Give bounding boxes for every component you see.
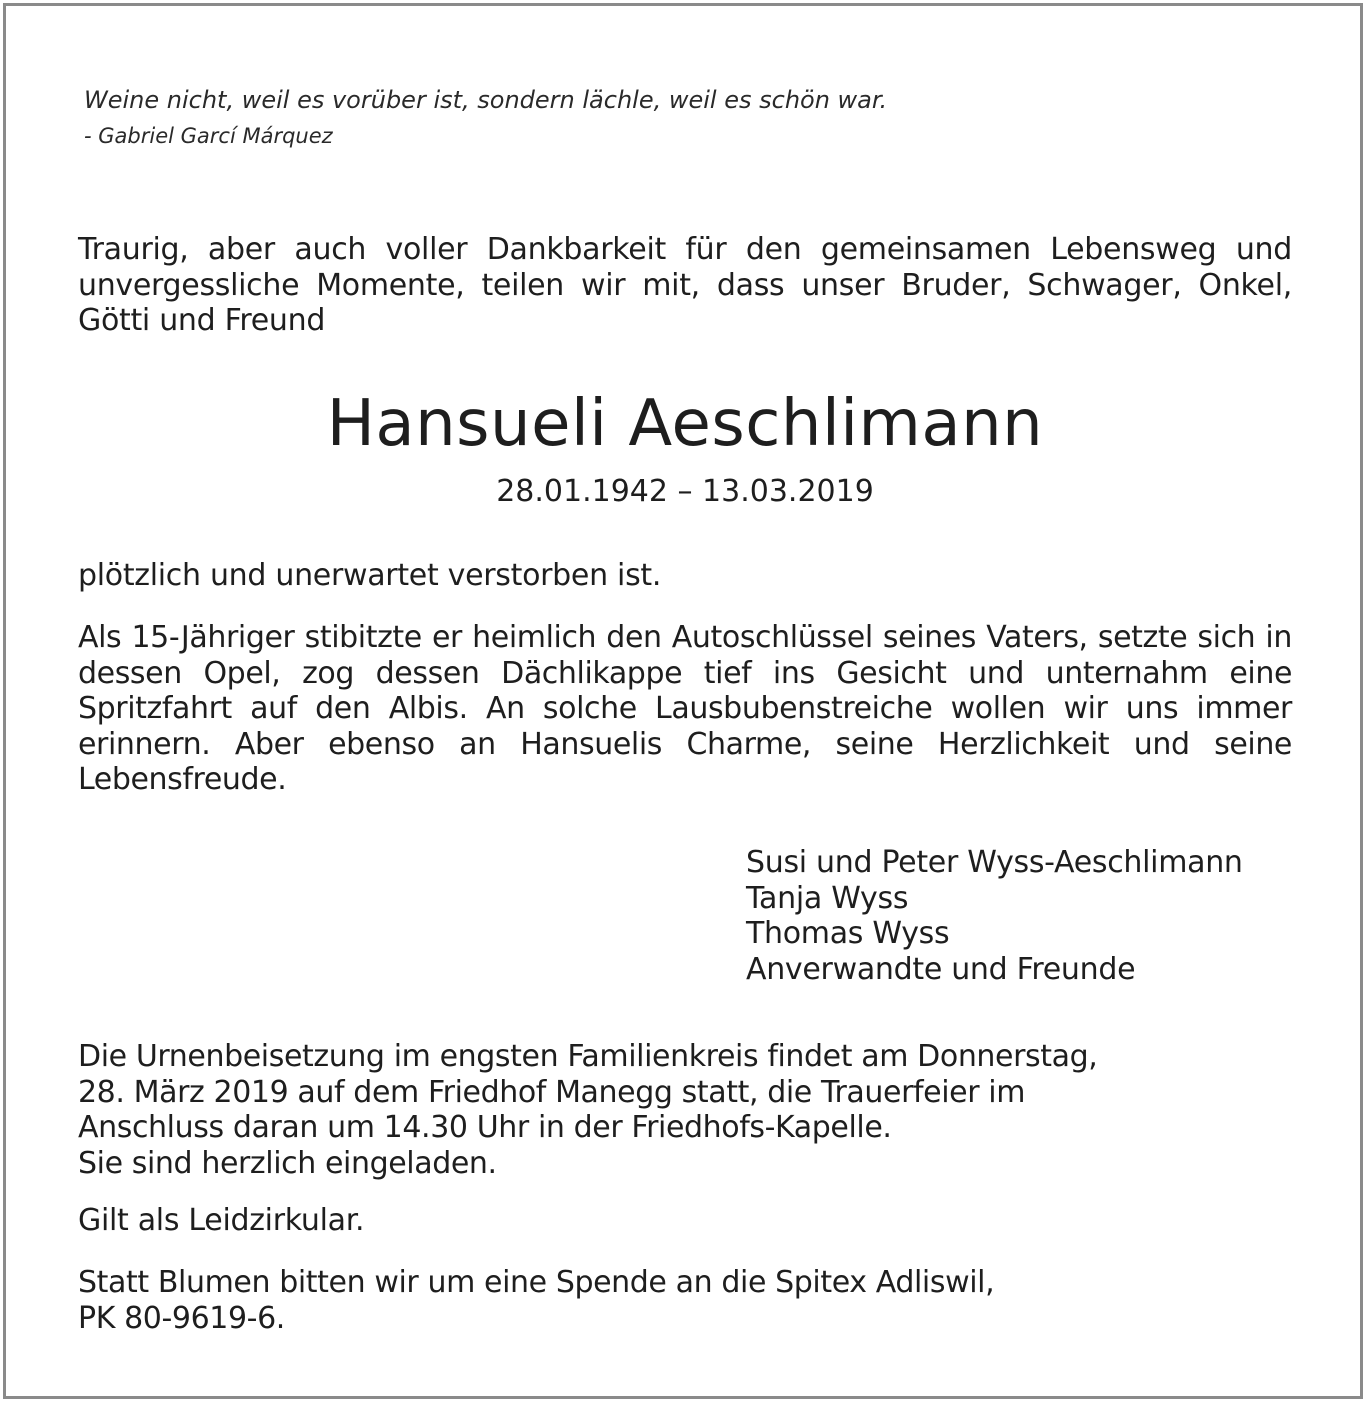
story-paragraph: Als 15-Jähriger stibitzte er heimlich den Autoschlüssel seines Vaters, setzte sich in dessen Opel, zog dessen Dächlikappe tief ins Gesicht und unternahm eine Spritzfahrt auf den Albis. An solche Lausbubenstreiche wollen wir uns immer erinnern. Aber ebenso an Hansuelis Charme, seine Herzlichkeit und seine Lebensfreude. (78, 620, 1292, 797)
circular-text: Gilt als Leidzirkular. (78, 1203, 365, 1238)
signer: Thomas Wyss (746, 916, 950, 951)
deceased-name: Hansueli Aeschlimann (326, 387, 1044, 461)
circular-note (78, 1203, 1292, 1239)
ceremony-line: Die Urnenbeisetzung im engsten Familienkreis findet am Donnerstag, (78, 1039, 1098, 1074)
death-statement: plötzlich und unerwartet verstorben ist. (78, 558, 662, 593)
signer: Tanja Wyss (746, 880, 909, 916)
life-dates: 28.01.1942 – 13.03.2019 (496, 474, 874, 509)
signer: Susi und Peter Wyss-Aeschlimann (746, 845, 1243, 880)
signer: Anverwandte und Freunde (746, 951, 1136, 987)
epigraph-text: Weine nicht, weil es vorüber ist, sondern lächle, weil es schön war. (84, 86, 888, 114)
ceremony-info (78, 1039, 1292, 1181)
ceremony-line: Sie sind herzlich eingeladen. (78, 1145, 497, 1181)
ceremony-line: 28. März 2019 auf dem Friedhof Manegg statt, die Trauerfeier im (78, 1074, 1026, 1110)
signers-list (746, 845, 1243, 987)
epigraph-author: - Gabriel Garcí Márquez (84, 124, 333, 148)
intro-paragraph: Traurig, aber auch voller Dankbarkeit für den gemeinsamen Lebensweg und unvergessliche Momente, teilen wir mit, dass unser Bruder, Schwager, Onkel, Götti und Freund (78, 232, 1292, 338)
donation-line: Statt Blumen bitten wir um eine Spende an die Spitex Adliswil, (78, 1265, 995, 1300)
epigraph (84, 84, 1184, 156)
donation-info (78, 1265, 1292, 1336)
ceremony-line: Anschluss daran um 14.30 Uhr in der Friedhofs-Kapelle. (78, 1110, 892, 1145)
donation-line: PK 80-9619-6. (78, 1300, 285, 1336)
